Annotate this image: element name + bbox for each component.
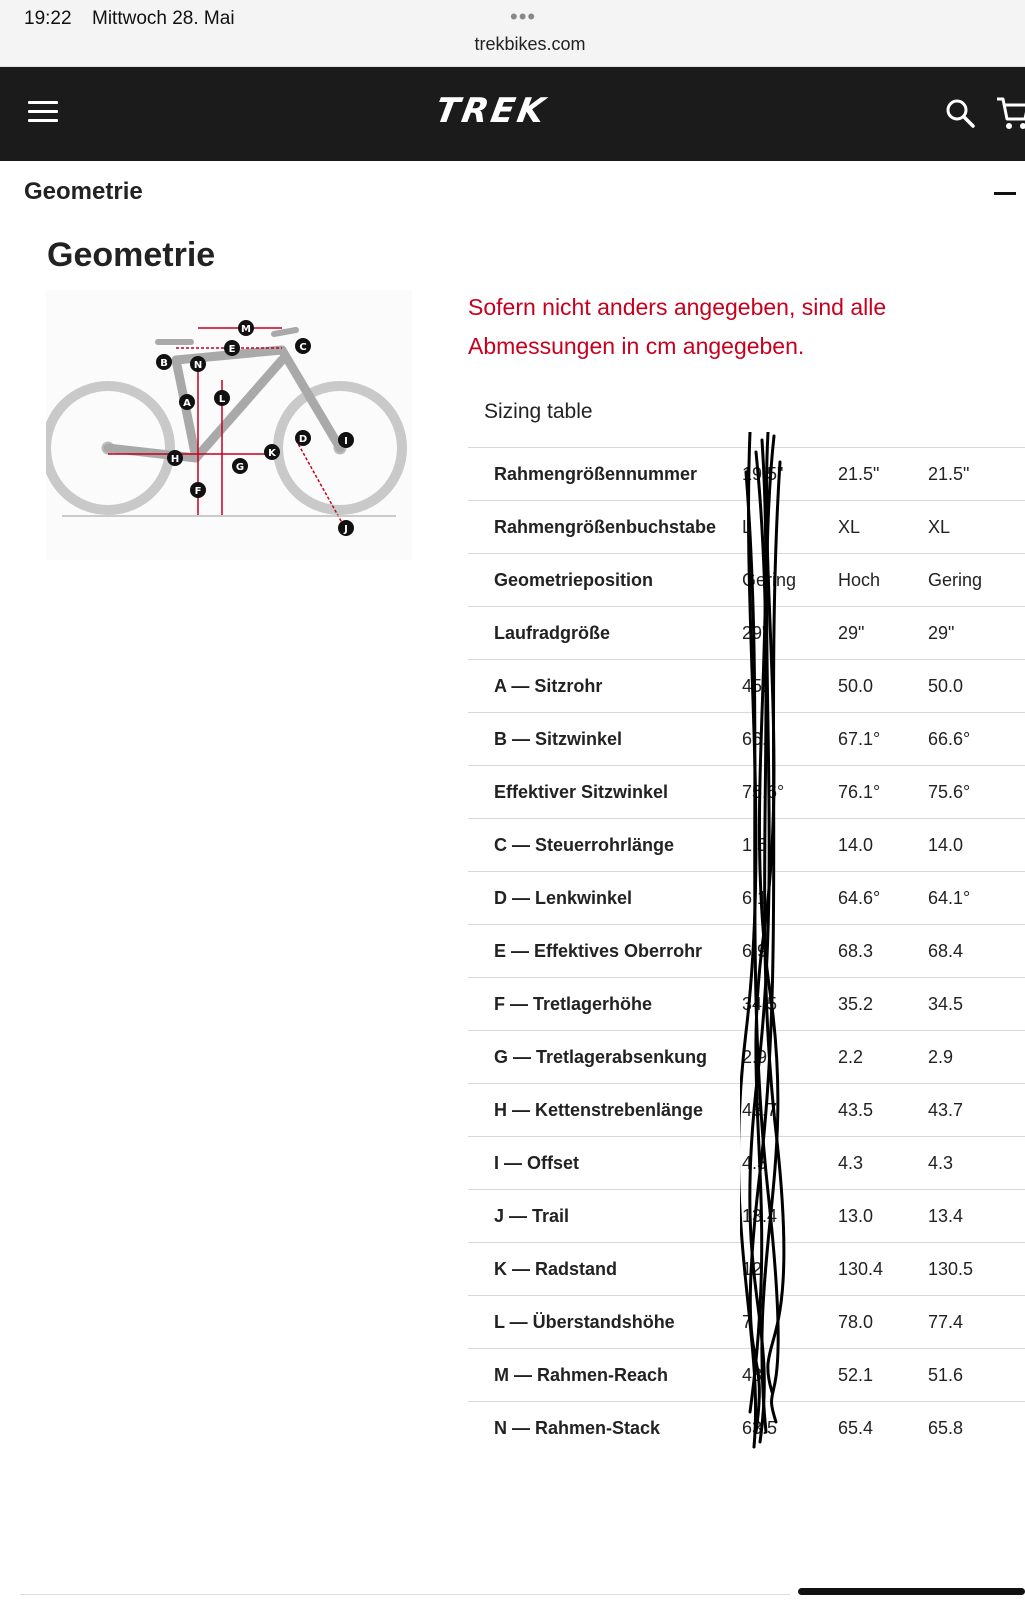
svg-text:I: I — [344, 436, 348, 447]
table-row — [468, 818, 1025, 871]
row-value-2: 65.4 — [838, 1418, 874, 1438]
sizing-table — [468, 447, 1025, 1454]
row-value-3: Gering — [928, 570, 983, 590]
svg-text:K: K — [268, 448, 276, 459]
row-value-3: XL — [928, 517, 951, 537]
table-row — [468, 1030, 1025, 1083]
svg-text:D: D — [298, 434, 308, 445]
svg-text:L: L — [218, 394, 226, 405]
row-value-1: 6.9 — [742, 941, 768, 961]
table-row — [468, 606, 1025, 659]
minus-icon[interactable] — [994, 192, 1016, 195]
row-value-2: 130.4 — [838, 1259, 884, 1279]
row-value-1: 29" — [742, 623, 769, 643]
row-label: F — Tretlagerhöhe — [494, 994, 653, 1014]
bike-geometry-diagram — [46, 290, 412, 560]
row-value-1: 48 — [742, 1365, 763, 1385]
row-value-3: 66.6° — [928, 729, 971, 749]
row-value-2: 64.6° — [838, 888, 881, 908]
row-label: E — Effektives Oberrohr — [494, 941, 703, 961]
row-value-2: 50.0 — [838, 676, 874, 696]
row-value-3: 50.0 — [928, 676, 964, 696]
row-value-1: 7 — [742, 1312, 753, 1332]
row-value-1: 75.6° — [742, 782, 785, 802]
row-value-2: 14.0 — [838, 835, 874, 855]
row-value-1: Gering — [742, 570, 797, 590]
row-value-3: 77.4 — [928, 1312, 964, 1332]
row-label: Laufradgröße — [494, 623, 611, 643]
url-bar[interactable]: trekbikes.com — [474, 34, 586, 54]
row-value-3: 14.0 — [928, 835, 964, 855]
table-row — [468, 553, 1025, 606]
svg-text:M: M — [241, 324, 251, 335]
row-label: I — Offset — [494, 1153, 580, 1173]
row-value-1: 4.3 — [742, 1153, 768, 1173]
table-row — [468, 1295, 1025, 1348]
row-label: H — Kettenstrebenlänge — [494, 1100, 704, 1120]
section-title[interactable]: Geometrie — [24, 178, 143, 205]
row-value-1: 13.4 — [742, 1206, 778, 1226]
page-title: Geometrie — [47, 236, 216, 274]
row-label: K — Radstand — [494, 1259, 618, 1279]
row-value-1: L — [742, 517, 753, 537]
bottom-divider — [20, 1594, 790, 1595]
row-value-1: 66. — [742, 729, 768, 749]
row-value-1: 1.5 — [742, 835, 768, 855]
svg-text:N: N — [193, 360, 203, 371]
row-value-2: Hoch — [838, 570, 881, 590]
svg-text:H: H — [170, 454, 180, 465]
row-value-2: 2.2 — [838, 1047, 864, 1067]
row-value-3: 21.5" — [928, 464, 970, 484]
row-value-1: 19.5" — [742, 464, 784, 484]
row-value-3: 51.6 — [928, 1365, 964, 1385]
row-value-2: 13.0 — [838, 1206, 874, 1226]
row-value-1: 6.1 — [742, 888, 768, 908]
row-value-1: 43.7 — [742, 1100, 778, 1120]
status-bar — [0, 0, 1025, 67]
row-label: Geometrieposition — [494, 570, 654, 590]
row-value-3: 64.1° — [928, 888, 971, 908]
row-value-1: 2.9 — [742, 1047, 768, 1067]
row-value-3: 13.4 — [928, 1206, 964, 1226]
row-value-1: 12. — [742, 1259, 768, 1279]
table-row — [468, 1348, 1025, 1401]
svg-text:J: J — [344, 524, 348, 535]
row-value-2: 76.1° — [838, 782, 881, 802]
table-row — [468, 712, 1025, 765]
row-value-3: 65.8 — [928, 1418, 964, 1438]
svg-text:F: F — [194, 486, 202, 497]
row-value-3: 68.4 — [928, 941, 964, 961]
table-row — [468, 1242, 1025, 1295]
row-value-2: 35.2 — [838, 994, 874, 1014]
row-value-2: 67.1° — [838, 729, 881, 749]
row-label: A — Sitzrohr — [494, 676, 603, 696]
row-value-1: 63.5 — [742, 1418, 778, 1438]
row-value-3: 34.5 — [928, 994, 964, 1014]
row-value-2: XL — [838, 517, 861, 537]
hamburger-menu-icon[interactable] — [28, 101, 58, 125]
row-value-2: 21.5" — [838, 464, 880, 484]
status-time: 19:22 — [24, 8, 72, 29]
row-label: N — Rahmen-Stack — [494, 1418, 661, 1438]
row-label: M — Rahmen-Reach — [494, 1365, 669, 1385]
row-label: G — Tretlagerabsenkung — [494, 1047, 708, 1067]
row-label: C — Steuerrohrlänge — [494, 835, 675, 855]
row-value-3: 2.9 — [928, 1047, 954, 1067]
table-row — [468, 447, 1025, 500]
home-indicator[interactable] — [798, 1588, 1025, 1595]
row-label: Effektiver Sitzwinkel — [494, 782, 669, 802]
row-value-2: 4.3 — [838, 1153, 864, 1173]
row-value-3: 29" — [928, 623, 955, 643]
trek-logo[interactable]: TREK — [432, 91, 551, 131]
table-row — [468, 977, 1025, 1030]
table-row — [468, 500, 1025, 553]
row-value-1: 34.5 — [742, 994, 778, 1014]
svg-text:B: B — [160, 358, 168, 369]
row-value-3: 4.3 — [928, 1153, 954, 1173]
row-value-3: 43.7 — [928, 1100, 964, 1120]
table-row — [468, 765, 1025, 818]
row-value-2: 52.1 — [838, 1365, 874, 1385]
row-label: L — Überstandshöhe — [494, 1312, 675, 1332]
more-dots-icon[interactable]: ••• — [510, 4, 537, 29]
svg-text:C: C — [299, 342, 307, 353]
row-value-3: 75.6° — [928, 782, 971, 802]
table-row — [468, 1083, 1025, 1136]
cart-icon[interactable] — [996, 95, 1025, 131]
svg-text:E: E — [228, 344, 236, 355]
row-label: B — Sitzwinkel — [494, 729, 623, 749]
units-notice: Sofern nicht anders angegeben, sind alle Abmessungen in cm angegeben. — [468, 294, 887, 359]
row-label: J — Trail — [494, 1206, 570, 1226]
row-value-2: 68.3 — [838, 941, 874, 961]
row-value-1: 45. — [742, 676, 768, 696]
table-row — [468, 871, 1025, 924]
table-row — [468, 1401, 1025, 1454]
search-icon[interactable] — [944, 97, 976, 129]
status-date: Mittwoch 28. Mai — [92, 8, 235, 29]
table-caption: Sizing table — [484, 400, 593, 423]
table-row — [468, 924, 1025, 977]
row-label: Rahmengrößennummer — [494, 464, 698, 484]
row-label: D — Lenkwinkel — [494, 888, 633, 908]
svg-text:A: A — [183, 398, 191, 409]
row-value-2: 43.5 — [838, 1100, 874, 1120]
table-row — [468, 1136, 1025, 1189]
row-label: Rahmengrößenbuchstabe — [494, 517, 717, 537]
site-header — [0, 67, 1025, 161]
row-value-2: 78.0 — [838, 1312, 874, 1332]
table-row — [468, 659, 1025, 712]
row-value-3: 130.5 — [928, 1259, 974, 1279]
table-row — [468, 1189, 1025, 1242]
svg-text:G: G — [235, 462, 245, 473]
row-value-2: 29" — [838, 623, 865, 643]
